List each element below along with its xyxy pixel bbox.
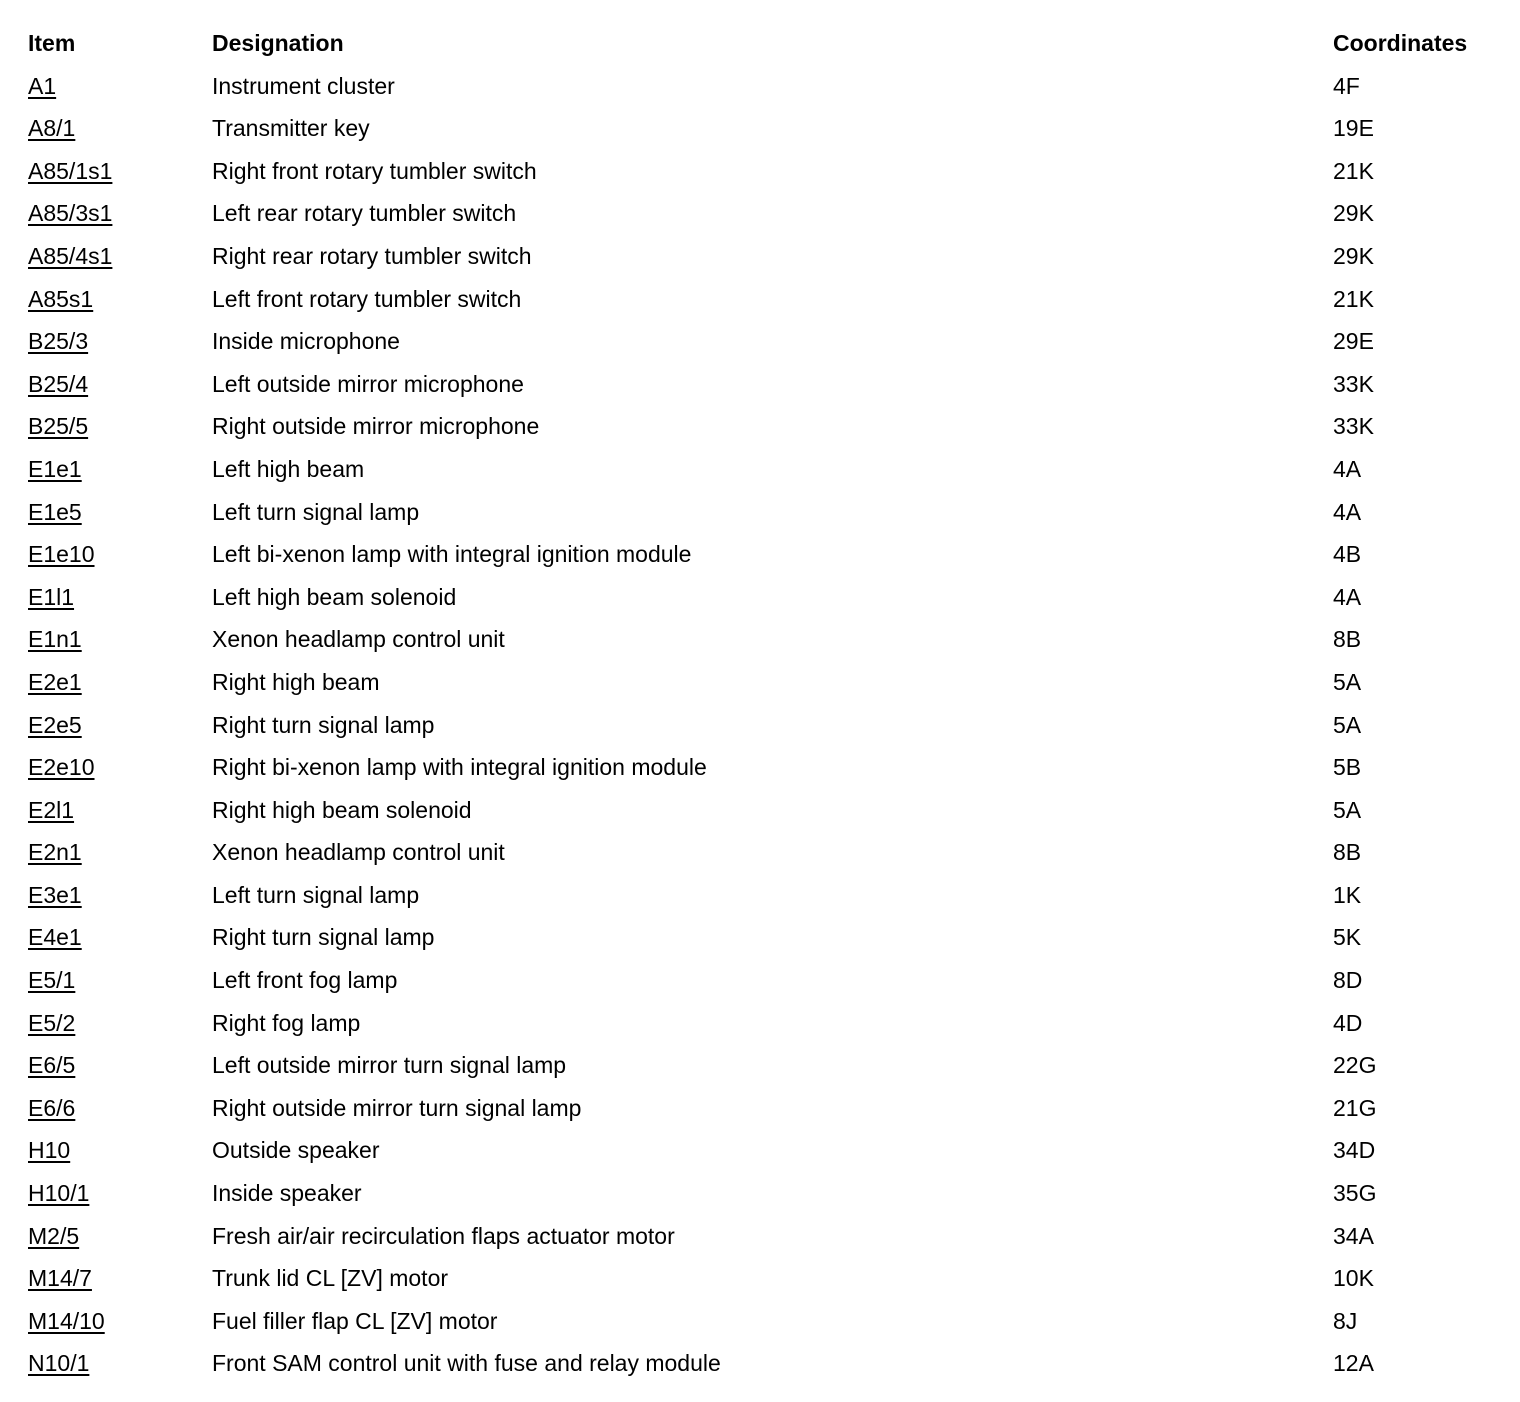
item-link[interactable]: A8/1 bbox=[28, 115, 76, 142]
designation-text: Left turn signal lamp bbox=[212, 881, 420, 908]
designation-text: Fuel filler flap CL [ZV] motor bbox=[212, 1307, 498, 1334]
coordinates-text: 5A bbox=[1333, 711, 1362, 738]
coordinates-text: 5K bbox=[1333, 924, 1362, 951]
designation-text: Right outside mirror turn signal lamp bbox=[212, 1094, 582, 1121]
item-link[interactable]: A1 bbox=[28, 72, 57, 99]
item-link[interactable]: M14/10 bbox=[28, 1307, 105, 1334]
table-row bbox=[28, 704, 1498, 747]
legend-header-row bbox=[28, 22, 1498, 65]
item-link[interactable]: B25/5 bbox=[28, 413, 89, 440]
coordinates-text: 19E bbox=[1333, 115, 1374, 142]
designation-text: Right bi-xenon lamp with integral ignition module bbox=[212, 754, 707, 781]
header-designation: Designation bbox=[212, 30, 344, 56]
item-link[interactable]: H10/1 bbox=[28, 1180, 90, 1207]
designation-text: Left bi-xenon lamp with integral ignition module bbox=[212, 541, 692, 568]
coordinates-text: 4A bbox=[1333, 583, 1362, 610]
item-link[interactable]: A85/3s1 bbox=[28, 200, 113, 227]
coordinates-text: 4F bbox=[1333, 72, 1360, 99]
designation-text: Left front rotary tumbler switch bbox=[212, 285, 522, 312]
item-link[interactable]: E1e1 bbox=[28, 455, 82, 482]
coordinates-text: 4D bbox=[1333, 1009, 1363, 1036]
table-row bbox=[28, 618, 1498, 661]
table-row bbox=[28, 150, 1498, 193]
item-link[interactable]: N10/1 bbox=[28, 1350, 90, 1377]
coordinates-text: 34D bbox=[1333, 1137, 1376, 1164]
designation-text: Right front rotary tumbler switch bbox=[212, 157, 537, 184]
table-row bbox=[28, 874, 1498, 917]
table-row bbox=[28, 1129, 1498, 1172]
designation-text: Xenon headlamp control unit bbox=[212, 839, 505, 866]
table-row bbox=[28, 192, 1498, 235]
designation-text: Left high beam solenoid bbox=[212, 583, 457, 610]
table-row bbox=[28, 576, 1498, 619]
item-link[interactable]: B25/3 bbox=[28, 328, 89, 355]
table-row bbox=[28, 107, 1498, 150]
header-coordinates: Coordinates bbox=[1333, 30, 1468, 56]
table-row bbox=[28, 916, 1498, 959]
table-row bbox=[28, 533, 1498, 576]
table-row bbox=[28, 1215, 1498, 1258]
designation-text: Right fog lamp bbox=[212, 1009, 361, 1036]
table-row bbox=[28, 65, 1498, 108]
item-link[interactable]: A85s1 bbox=[28, 285, 94, 312]
table-row bbox=[28, 1044, 1498, 1087]
coordinates-text: 33K bbox=[1333, 413, 1374, 440]
coordinates-text: 21K bbox=[1333, 285, 1374, 312]
designation-text: Outside speaker bbox=[212, 1137, 380, 1164]
coordinates-text: 29E bbox=[1333, 328, 1374, 355]
coordinates-text: 22G bbox=[1333, 1052, 1377, 1079]
designation-text: Left turn signal lamp bbox=[212, 498, 420, 525]
table-row bbox=[28, 1257, 1498, 1300]
item-link[interactable]: E2e10 bbox=[28, 754, 95, 781]
table-row bbox=[28, 1002, 1498, 1045]
table-row bbox=[28, 320, 1498, 363]
item-link[interactable]: E6/5 bbox=[28, 1052, 76, 1079]
table-row bbox=[28, 1300, 1498, 1343]
item-link[interactable]: E1e10 bbox=[28, 541, 95, 568]
coordinates-text: 5A bbox=[1333, 796, 1362, 823]
designation-text: Left outside mirror microphone bbox=[212, 370, 524, 397]
designation-text: Right rear rotary tumbler switch bbox=[212, 242, 532, 269]
designation-text: Fresh air/air recirculation flaps actuator motor bbox=[212, 1222, 675, 1249]
item-link[interactable]: E5/2 bbox=[28, 1009, 76, 1036]
table-row bbox=[28, 363, 1498, 406]
designation-text: Front SAM control unit with fuse and relay module bbox=[212, 1350, 721, 1377]
designation-text: Right turn signal lamp bbox=[212, 924, 435, 951]
table-row bbox=[28, 959, 1498, 1002]
table-row bbox=[28, 1087, 1498, 1130]
item-link[interactable]: M2/5 bbox=[28, 1222, 80, 1249]
table-row bbox=[28, 235, 1498, 278]
item-link[interactable]: A85/4s1 bbox=[28, 242, 113, 269]
coordinates-text: 33K bbox=[1333, 370, 1374, 397]
table-row bbox=[28, 1342, 1498, 1385]
coordinates-text: 10K bbox=[1333, 1265, 1374, 1292]
item-link[interactable]: E2e1 bbox=[28, 668, 82, 695]
item-link[interactable]: M14/7 bbox=[28, 1265, 92, 1292]
designation-text: Right high beam solenoid bbox=[212, 796, 472, 823]
coordinates-text: 4A bbox=[1333, 455, 1362, 482]
designation-text: Left front fog lamp bbox=[212, 967, 398, 994]
component-legend-table bbox=[28, 22, 1498, 1385]
coordinates-text: 1K bbox=[1333, 881, 1362, 908]
table-row bbox=[28, 661, 1498, 704]
table-row bbox=[28, 278, 1498, 321]
designation-text: Trunk lid CL [ZV] motor bbox=[212, 1265, 449, 1292]
table-row bbox=[28, 405, 1498, 448]
item-link[interactable]: E4e1 bbox=[28, 924, 82, 951]
legend-rows bbox=[28, 65, 1498, 1385]
item-link[interactable]: B25/4 bbox=[28, 370, 89, 397]
designation-text: Right high beam bbox=[212, 668, 380, 695]
item-link[interactable]: E1n1 bbox=[28, 626, 82, 653]
header-item: Item bbox=[28, 30, 76, 56]
item-link[interactable]: E5/1 bbox=[28, 967, 76, 994]
table-row bbox=[28, 1172, 1498, 1215]
designation-text: Left outside mirror turn signal lamp bbox=[212, 1052, 567, 1079]
designation-text: Instrument cluster bbox=[212, 72, 395, 99]
coordinates-text: 4B bbox=[1333, 541, 1362, 568]
item-link[interactable]: E1l1 bbox=[28, 583, 75, 610]
designation-text: Inside speaker bbox=[212, 1180, 362, 1207]
coordinates-text: 5A bbox=[1333, 668, 1362, 695]
item-link[interactable]: E1e5 bbox=[28, 498, 82, 525]
designation-text: Right outside mirror microphone bbox=[212, 413, 540, 440]
coordinates-text: 29K bbox=[1333, 200, 1374, 227]
coordinates-text: 29K bbox=[1333, 242, 1374, 269]
coordinates-text: 8B bbox=[1333, 839, 1362, 866]
table-row bbox=[28, 789, 1498, 832]
designation-text: Inside microphone bbox=[212, 328, 400, 355]
item-link[interactable]: E2e5 bbox=[28, 711, 82, 738]
item-link[interactable]: E2l1 bbox=[28, 796, 75, 823]
coordinates-text: 12A bbox=[1333, 1350, 1374, 1377]
coordinates-text: 8J bbox=[1333, 1307, 1358, 1334]
coordinates-text: 35G bbox=[1333, 1180, 1377, 1207]
designation-text: Xenon headlamp control unit bbox=[212, 626, 505, 653]
table-row bbox=[28, 831, 1498, 874]
coordinates-text: 8B bbox=[1333, 626, 1362, 653]
designation-text: Transmitter key bbox=[212, 115, 370, 142]
designation-text: Left high beam bbox=[212, 455, 365, 482]
item-link[interactable]: E3e1 bbox=[28, 881, 82, 908]
item-link[interactable]: A85/1s1 bbox=[28, 157, 113, 184]
table-row bbox=[28, 491, 1498, 534]
item-link[interactable]: E6/6 bbox=[28, 1094, 76, 1121]
designation-text: Right turn signal lamp bbox=[212, 711, 435, 738]
coordinates-text: 34A bbox=[1333, 1222, 1374, 1249]
table-row bbox=[28, 746, 1498, 789]
item-link[interactable]: E2n1 bbox=[28, 839, 82, 866]
coordinates-text: 5B bbox=[1333, 754, 1362, 781]
coordinates-text: 21K bbox=[1333, 157, 1374, 184]
designation-text: Left rear rotary tumbler switch bbox=[212, 200, 517, 227]
coordinates-text: 4A bbox=[1333, 498, 1362, 525]
table-row bbox=[28, 448, 1498, 491]
coordinates-text: 21G bbox=[1333, 1094, 1377, 1121]
coordinates-text: 8D bbox=[1333, 967, 1363, 994]
item-link[interactable]: H10 bbox=[28, 1137, 71, 1164]
